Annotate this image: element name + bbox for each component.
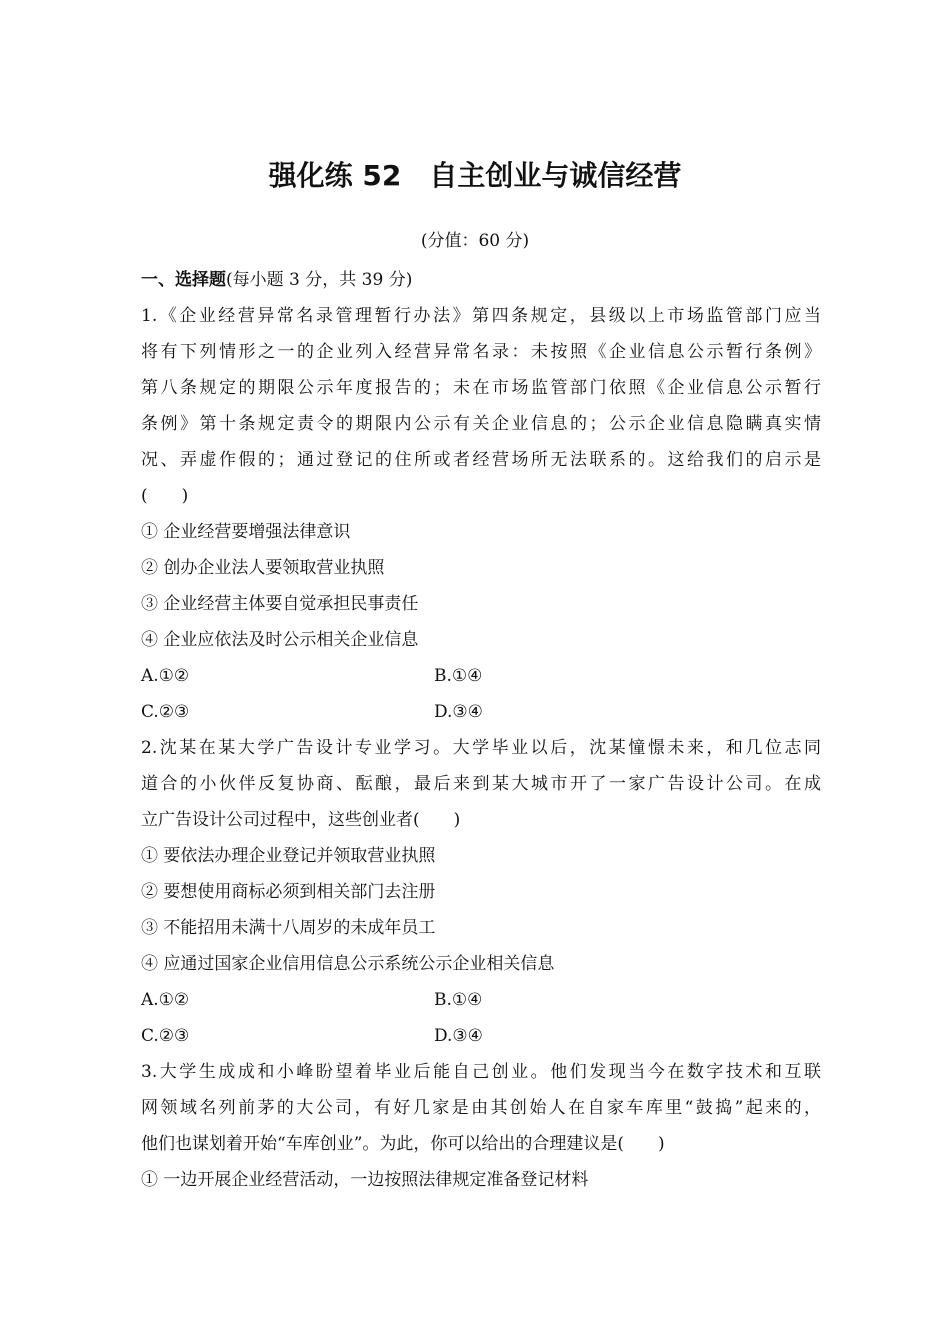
statement-item: ④ 应通过国家企业信用信息公示系统公示企业相关信息 bbox=[141, 954, 555, 974]
statement-item: ① 要依法办理企业登记并领取营业执照 bbox=[141, 846, 436, 866]
question-stem-line: 条例》第十条规定责令的期限内公示有关企业信息的；公示企业信息隐瞒真实情 bbox=[141, 414, 821, 434]
question-stem-line: 3.大学生成成和小峰盼望着毕业后能自己创业。他们发现当今在数字技术和互联 bbox=[141, 1062, 821, 1082]
option-a: A.①② bbox=[141, 990, 190, 1010]
statement-item: ② 创办企业法人要领取营业执照 bbox=[141, 558, 385, 578]
document-body bbox=[141, 262, 821, 1198]
statement-item: ③ 企业经营主体要自觉承担民事责任 bbox=[141, 594, 419, 614]
page-title: 强化练 52 自主创业与诚信经营 bbox=[268, 159, 682, 192]
statement-item: ① 企业经营要增强法律意识 bbox=[141, 522, 351, 542]
statement-item: ① 一边开展企业经营活动，一边按照法律规定准备登记材料 bbox=[141, 1170, 589, 1190]
option-row bbox=[141, 1018, 821, 1054]
answer-blank: ( ) bbox=[141, 486, 189, 506]
option-row bbox=[141, 694, 821, 730]
option-b: B.①④ bbox=[434, 666, 483, 686]
option-c: C.②③ bbox=[141, 1026, 190, 1046]
option-d: D.③④ bbox=[434, 1026, 483, 1046]
statement-item: ③ 不能招用未满十八周岁的未成年员工 bbox=[141, 918, 436, 938]
statement-item: ④ 企业应依法及时公示相关企业信息 bbox=[141, 630, 419, 650]
question-3 bbox=[141, 1054, 821, 1198]
question-stem-line: 第八条规定的期限公示年度报告的；未在市场监管部门依照《企业信息公示暂行 bbox=[141, 378, 821, 398]
question-stem-line: 1.《企业经营异常名录管理暂行办法》第四条规定，县级以上市场监管部门应当 bbox=[141, 306, 821, 326]
option-row bbox=[141, 658, 821, 694]
question-2 bbox=[141, 730, 821, 1054]
option-c: C.②③ bbox=[141, 702, 190, 722]
question-stem-line: 他们也谋划着开始“车库创业”。为此，你可以给出的合理建议是( ) bbox=[141, 1134, 665, 1154]
option-b: B.①④ bbox=[434, 990, 483, 1010]
option-a: A.①② bbox=[141, 666, 190, 686]
question-stem-line: 2.沈某在某大学广告设计专业学习。大学毕业以后，沈某憧憬未来，和几位志同 bbox=[141, 738, 821, 758]
question-stem-line: 网领域名列前茅的大公司，有好几家是由其创始人在自家车库里“鼓捣”起来的， bbox=[141, 1098, 821, 1118]
statement-item: ② 要想使用商标必须到相关部门去注册 bbox=[141, 882, 436, 902]
question-stem-line: 况、弄虚作假的；通过登记的住所或者经营场所无法联系的。这给我们的启示是 bbox=[141, 450, 821, 470]
question-stem-line: 立广告设计公司过程中，这些创业者( ) bbox=[141, 810, 461, 830]
section-heading-note: (每小题 3 分，共 39 分) bbox=[226, 270, 413, 290]
section-heading bbox=[141, 262, 821, 298]
question-stem-line: 将有下列情形之一的企业列入经营异常名录：未按照《企业信息公示暂行条例》 bbox=[141, 342, 821, 362]
option-d: D.③④ bbox=[434, 702, 483, 722]
section-heading-label: 一、选择题 bbox=[141, 270, 226, 290]
question-stem-line: 道合的小伙伴反复协商、酝酿，最后来到某大城市开了一家广告设计公司。在成 bbox=[141, 774, 821, 794]
option-row bbox=[141, 982, 821, 1018]
score-note: (分值：60 分) bbox=[420, 231, 530, 251]
question-1 bbox=[141, 298, 821, 730]
